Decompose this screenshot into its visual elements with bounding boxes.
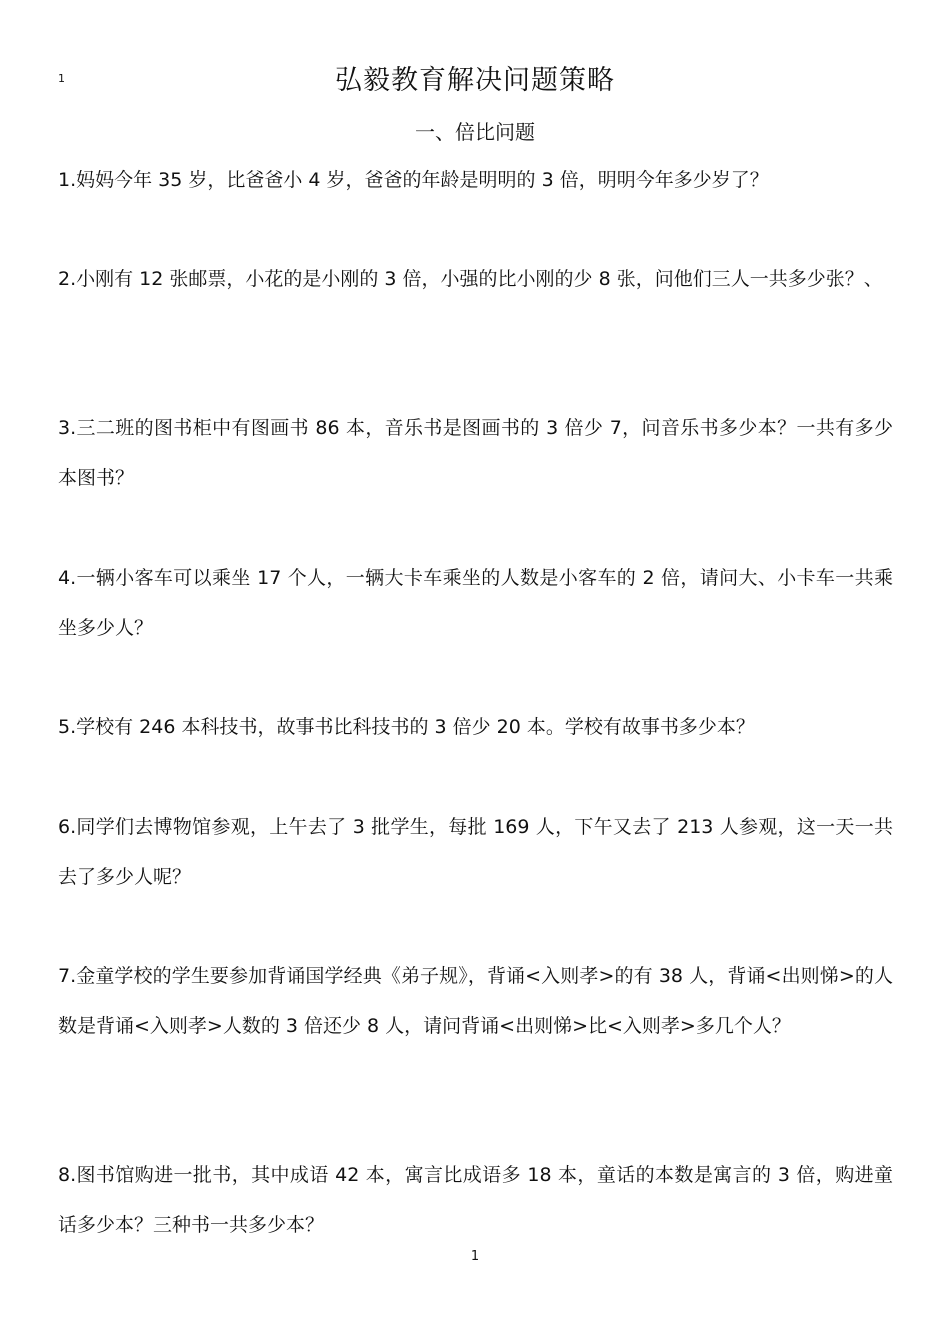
question-3: 3.三二班的图书柜中有图画书 86 本，音乐书是图画书的 3 倍少 7，问音乐书多少本？一共有多少本图书？ <box>58 417 893 489</box>
question-2: 2.小刚有 12 张邮票，小花的是小刚的 3 倍，小强的比小刚的少 8 张，问他们三人一共多少张？、 <box>58 268 883 290</box>
footer-page-number: 1 <box>470 1249 480 1264</box>
question-5: 5.学校有 246 本科技书，故事书比科技书的 3 倍少 20 本。学校有故事书多少本？ <box>58 716 755 738</box>
document-title: 弘毅教育解决问题策略 <box>335 65 615 96</box>
question-7: 7.金童学校的学生要参加背诵国学经典《弟子规》，背诵<入则孝>的有 38 人，背诵<出则悌>的人数是背诵<入则孝>人数的 3 倍还少 8 人，请问背诵<出则悌>比<入则孝>多几个人？ <box>58 965 893 1037</box>
question-8: 8.图书馆购进一批书，其中成语 42 本，寓言比成语多 18 本，童话的本数是寓言的 3 倍，购进童话多少本？三种书一共多少本？ <box>58 1164 893 1236</box>
header-page-number: 1 <box>58 72 65 85</box>
section-heading: 一、倍比问题 <box>415 120 535 144</box>
question-4: 4.一辆小客车可以乘坐 17 个人，一辆大卡车乘坐的人数是小客车的 2 倍，请问大、小卡车一共乘坐多少人？ <box>58 567 893 639</box>
question-1: 1.妈妈今年 35 岁，比爸爸小 4 岁，爸爸的年龄是明明的 3 倍，明明今年多少岁了？ <box>58 169 769 191</box>
question-6: 6.同学们去博物馆参观，上午去了 3 批学生，每批 169 人，下午又去了 213 人参观，这一天一共去了多少人呢？ <box>58 816 893 888</box>
